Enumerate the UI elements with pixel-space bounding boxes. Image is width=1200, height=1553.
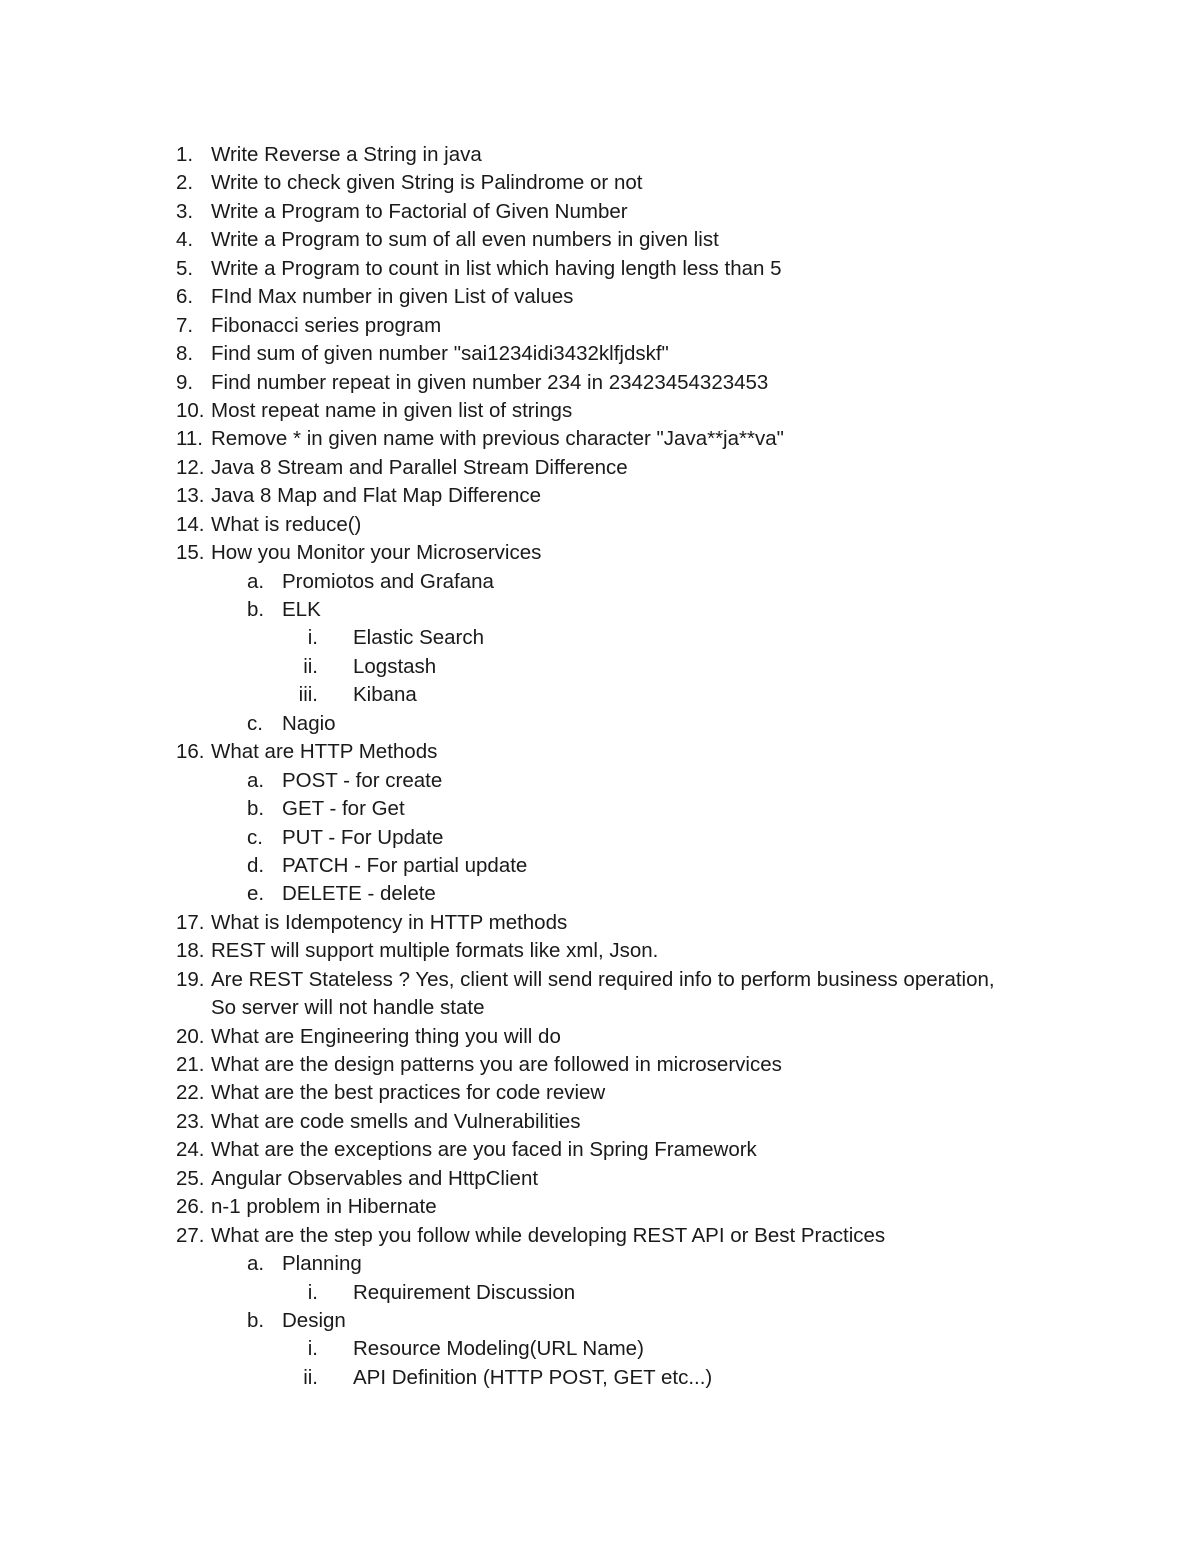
- list-item: [0, 1165, 1200, 1193]
- list-item: [0, 369, 1200, 397]
- list-item: [0, 880, 1200, 908]
- list-item-text: Planning: [282, 1252, 362, 1276]
- list-item-text: Logstash: [353, 654, 437, 678]
- list-item-text: FInd Max number in given List of values: [211, 285, 574, 309]
- list-item-marker: 16.: [176, 740, 205, 764]
- list-item-marker: a.: [247, 768, 265, 792]
- list-item-text: DELETE - delete: [282, 882, 436, 906]
- list-item-marker: 1.: [176, 143, 194, 166]
- list-item-marker: 9.: [176, 370, 194, 394]
- list-item: [0, 198, 1200, 226]
- list-item-text: Requirement Discussion: [353, 1280, 576, 1304]
- list-item-marker: 12.: [176, 455, 205, 479]
- list-item-text: What are the step you follow while developing REST API or Best Practices: [211, 1223, 886, 1247]
- list-item-marker: 27.: [176, 1223, 205, 1247]
- list-item-marker: b.: [247, 598, 265, 621]
- list-item-marker: c.: [247, 825, 263, 849]
- list-item: [0, 141, 1200, 169]
- list-item-text: REST will support multiple formats like xml, Json.: [211, 939, 659, 963]
- list-item-marker: a.: [247, 569, 265, 593]
- list-item-text: What are the design patterns you are followed in microservices: [211, 1053, 782, 1076]
- list-item-text: Fibonacci series program: [211, 313, 442, 337]
- list-item: [0, 1136, 1200, 1164]
- list-item-text: PUT - For Update: [282, 825, 444, 849]
- list-item-text: ELK: [282, 598, 321, 621]
- list-item-text: What are Engineering thing you will do: [211, 1024, 561, 1048]
- list-item-marker: 14.: [176, 512, 205, 536]
- list-item-marker: ii.: [303, 654, 318, 678]
- list-item: [0, 596, 1200, 624]
- list-item-text: Nagio: [282, 711, 336, 735]
- list-item-text: POST - for create: [282, 768, 443, 792]
- list-item: [0, 568, 1200, 596]
- list-item: [0, 1108, 1200, 1136]
- list-item-marker: 22.: [176, 1081, 205, 1105]
- list-item-marker: 10.: [176, 398, 205, 422]
- list-item-text: Design: [282, 1308, 346, 1332]
- list-item-text: Resource Modeling(URL Name): [353, 1337, 644, 1361]
- list-item: [0, 795, 1200, 823]
- list-item: [0, 312, 1200, 340]
- list-item-text: Find sum of given number "sai1234idi3432klfjdskf": [211, 342, 669, 366]
- list-item-marker: 3.: [176, 199, 194, 223]
- list-item: [0, 226, 1200, 254]
- list-item-text: What are code smells and Vulnerabilities: [211, 1109, 581, 1133]
- list-item-text: API Definition (HTTP POST, GET etc...): [353, 1365, 713, 1389]
- list-item-marker: 7.: [176, 313, 194, 337]
- list-item-text: How you Monitor your Microservices: [211, 541, 542, 565]
- list-item-text: Kibana: [353, 683, 417, 707]
- list-item-text: What is Idempotency in HTTP methods: [211, 910, 568, 934]
- list-item: [0, 852, 1200, 880]
- list-item-text: Are REST Stateless ? Yes, client will send required info to perform business operation,: [211, 967, 995, 991]
- list-item: [0, 283, 1200, 311]
- list-item: [0, 767, 1200, 795]
- list-item: [0, 1279, 1200, 1307]
- list-item-marker: 18.: [176, 939, 205, 963]
- list-item-marker: 19.: [176, 967, 205, 991]
- list-item-marker: 20.: [176, 1024, 205, 1048]
- list-item: [0, 1307, 1200, 1335]
- list-item-text: Promiotos and Grafana: [282, 569, 494, 593]
- list-item-marker: 5.: [176, 256, 194, 280]
- list-item-text: GET - for Get: [282, 797, 405, 821]
- list-item-marker: 4.: [176, 228, 194, 252]
- list-item: [0, 1051, 1200, 1079]
- list-item-text: Elastic Search: [353, 626, 485, 650]
- list-item-marker: 15.: [176, 541, 205, 565]
- list-item-marker: d.: [247, 853, 265, 877]
- list-item-text: Java 8 Map and Flat Map Difference: [211, 484, 542, 508]
- list-item-marker: i.: [307, 626, 318, 650]
- list-item: [0, 169, 1200, 197]
- list-item-marker: 17.: [176, 910, 205, 934]
- list-item-marker: 25.: [176, 1166, 205, 1190]
- list-item-marker: 23.: [176, 1109, 205, 1133]
- list-item-marker: 13.: [176, 484, 205, 508]
- list-item-marker: i.: [307, 1337, 318, 1361]
- list-item-text: PATCH - For partial update: [282, 853, 528, 877]
- list-item: [0, 539, 1200, 567]
- list-item: [0, 966, 1200, 994]
- list-item-marker: i.: [307, 1280, 318, 1304]
- list-item: [0, 1335, 1200, 1363]
- list-item-marker: b.: [247, 1308, 265, 1332]
- list-item: [0, 482, 1200, 510]
- list-item-marker: 26.: [176, 1195, 205, 1219]
- list-item-marker: 11.: [176, 427, 203, 451]
- list-item: [0, 681, 1200, 709]
- list-item-marker: 8.: [176, 342, 194, 366]
- list-item: [0, 425, 1200, 453]
- list-item-marker: b.: [247, 797, 265, 821]
- list-item-marker: ii.: [303, 1365, 318, 1389]
- list-item-text: So server will not handle state: [211, 996, 485, 1020]
- list-item: [0, 909, 1200, 937]
- document-page: [0, 141, 1200, 1392]
- list-item-continuation: [0, 994, 1200, 1022]
- list-item-text: Remove * in given name with previous character "Java**ja**va": [211, 427, 784, 451]
- list-item-text: Most repeat name in given list of strings: [211, 398, 573, 422]
- list-item-text: What are the best practices for code review: [211, 1081, 606, 1105]
- list-item: [0, 710, 1200, 738]
- list-item-text: Java 8 Stream and Parallel Stream Difference: [211, 455, 628, 479]
- list-item: [0, 1023, 1200, 1051]
- list-item: [0, 937, 1200, 965]
- list-item-text: What are HTTP Methods: [211, 740, 438, 764]
- list-item-text: Write to check given String is Palindrome or not: [211, 171, 643, 195]
- list-item-marker: iii.: [298, 683, 318, 707]
- list-item: [0, 653, 1200, 681]
- list-item-marker: 24.: [176, 1138, 205, 1162]
- list-item: [0, 397, 1200, 425]
- list-item: [0, 624, 1200, 652]
- list-item-marker: a.: [247, 1252, 265, 1276]
- list-item: [0, 1250, 1200, 1278]
- list-item: [0, 255, 1200, 283]
- list-item: [0, 511, 1200, 539]
- list-item-marker: 21.: [176, 1053, 205, 1076]
- list-item-text: Find number repeat in given number 234 in 23423454323453: [211, 370, 769, 394]
- list-item-marker: 6.: [176, 285, 194, 309]
- list-item: [0, 1364, 1200, 1392]
- list-item-text: What are the exceptions are you faced in Spring Framework: [211, 1138, 757, 1162]
- list-item: [0, 340, 1200, 368]
- list-item: [0, 454, 1200, 482]
- list-item-text: Write Reverse a String in java: [211, 143, 482, 166]
- list-item-text: Write a Program to count in list which having length less than 5: [211, 256, 782, 280]
- list-item-text: Angular Observables and HttpClient: [211, 1166, 539, 1190]
- list-item: [0, 1193, 1200, 1221]
- list-item: [0, 824, 1200, 852]
- list-item-text: n-1 problem in Hibernate: [211, 1195, 437, 1219]
- list-item-text: What is reduce(): [211, 512, 362, 536]
- list-item-text: Write a Program to Factorial of Given Number: [211, 199, 628, 223]
- list-item: [0, 1222, 1200, 1250]
- list-item: [0, 738, 1200, 766]
- list-item: [0, 1079, 1200, 1107]
- list-item-marker: c.: [247, 711, 263, 735]
- list-item-marker: e.: [247, 882, 265, 906]
- list-item-marker: 2.: [176, 171, 194, 195]
- list-item-text: Write a Program to sum of all even numbers in given list: [211, 228, 719, 252]
